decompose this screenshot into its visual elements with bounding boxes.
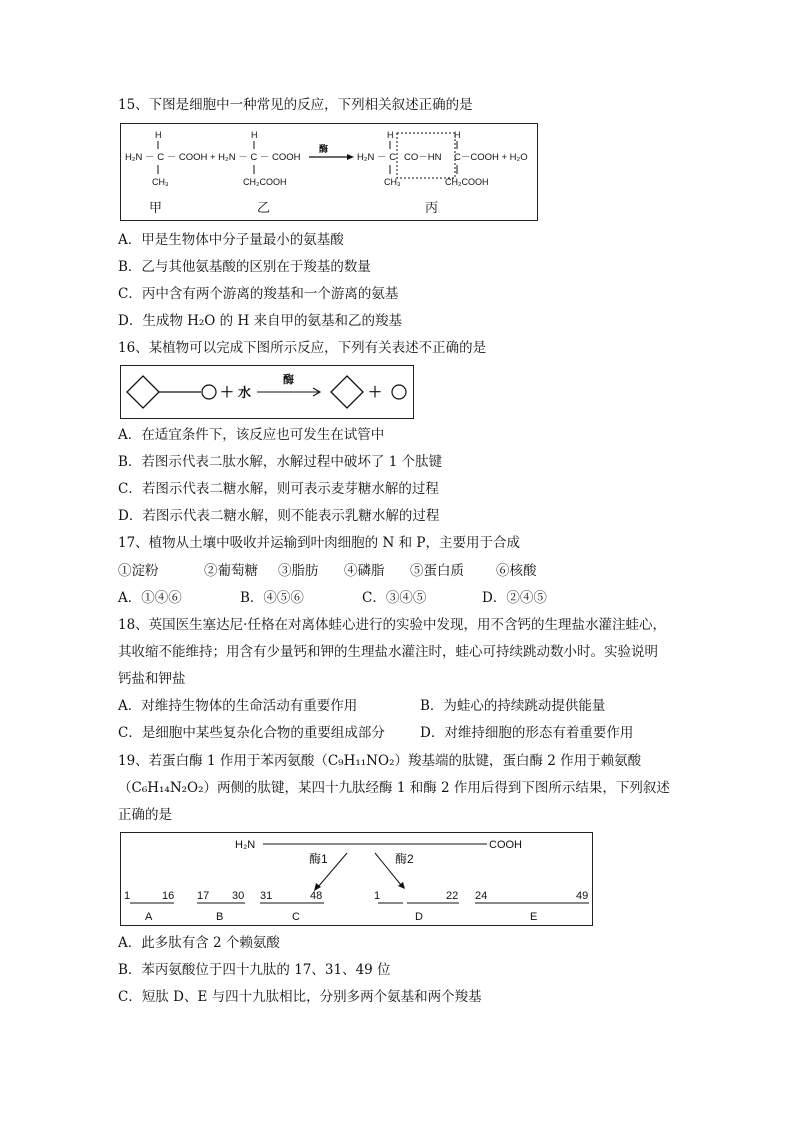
q19-label-a: A: [145, 911, 153, 923]
q18-stem-line-3: 钙盐和钾盐: [118, 671, 186, 687]
q15-enzyme-label: 酶: [319, 144, 329, 154]
q15-option-c: C．丙中含有两个游离的羧基和一个游离的氨基: [118, 286, 399, 302]
q17-item-2: ②葡萄糖: [204, 563, 258, 579]
q15-stem: 15、下图是细胞中一种常见的反应，下列相关叙述正确的是: [118, 97, 473, 113]
q16-water-label: 水: [238, 385, 252, 400]
q16-enzyme-label: 酶: [283, 374, 294, 386]
q18-options-row-1: [118, 696, 678, 716]
q19-label-b: B: [216, 911, 224, 923]
q17-item-3: ③脂肪: [278, 563, 319, 579]
q19-num-1b: 1: [374, 890, 381, 902]
q18-stem-line-1: 18、英国医生塞达尼·任格在对离体蛙心进行的实验中发现，用不含钙的生理盐水灌注蛙心，: [118, 617, 666, 633]
q19-num-48: 48: [310, 890, 323, 902]
q17-option-d: D．②④⑤: [482, 590, 547, 606]
q17-item-1: ①淀粉: [118, 563, 159, 579]
q18-options-row-2: [118, 723, 678, 743]
q15-label-yi: 乙: [257, 200, 271, 215]
q19-enzyme1-label: 酶1: [309, 852, 328, 866]
q19-num-49: 49: [576, 890, 589, 902]
q15-prod-h1: H: [387, 130, 394, 140]
q17-option-a: A．①④⑥: [118, 590, 182, 606]
q15-prod-ch3: CH₃: [384, 177, 401, 187]
q16-plus-2: ＋: [368, 384, 382, 400]
q16-option-d: D．若图示代表二糖水解，则不能表示乳糖水解的过程: [118, 508, 440, 524]
q19-option-b: B．苯丙氨酸位于四十九肽的 17、31、49 位: [118, 962, 391, 978]
q18-option-a: A．对维持生物体的生命活动有重要作用: [118, 698, 358, 714]
q18-stem-line-2: 其收缩不能维持；用含有少量钙和钾的生理盐水灌注时，蛙心可持续跳动数小时。实验说明: [118, 644, 658, 660]
q15-option-a: A．甲是生物体中分子量最小的氨基酸: [118, 232, 344, 248]
q15-r1-ch3: CH₃: [152, 177, 169, 187]
q19-num-1: 1: [124, 890, 131, 902]
q15-label-jia: 甲: [149, 200, 163, 215]
q16-option-c: C．若图示代表二糖水解，则可表示麦芽糖水解的过程: [118, 481, 439, 497]
q19-label-d: D: [415, 911, 423, 923]
q16-diamond-right: [331, 376, 363, 408]
q19-figure: [120, 832, 593, 926]
q16-option-b: B．若图示代表二肽水解，水解过程中破坏了 1 个肽键: [118, 454, 443, 470]
q19-num-16: 16: [162, 890, 175, 902]
q19-stem-line-2: （C₆H₁₄N₂O₂）两侧的肽键，某四十九肽经酶 1 和酶 2 作用后得到下图所示结果，下列叙述: [118, 780, 670, 796]
q16-hydrolysis-diagram: [121, 366, 413, 418]
q19-num-24: 24: [475, 890, 488, 902]
q19-enzyme2-label: 酶2: [395, 852, 414, 866]
q19-c-terminus: COOH: [489, 839, 522, 851]
q18-option-d: D．对维持细胞的形态有着重要作用: [420, 725, 634, 741]
q17-option-c: C．③④⑤: [362, 590, 427, 606]
q15-r1-h: H: [155, 130, 162, 140]
q17-options: [118, 588, 678, 608]
q15-r2-h: H: [251, 130, 258, 140]
q15-prod-ch2cooh: CH₂COOH: [445, 177, 489, 187]
q16-circle-left: [202, 385, 216, 399]
q19-num-17: 17: [197, 890, 210, 902]
q17-stem: 17、植物从土壤中吸收并运输到叶肉细胞的 N 和 P，主要用于合成: [118, 535, 520, 551]
q17-item-4: ④磷脂: [344, 563, 385, 579]
q19-num-30: 30: [232, 890, 245, 902]
q17-option-b: B．④⑤⑥: [240, 590, 304, 606]
q15-reactants-text: H₂N － C － COOH + H₂N － C － COOH: [125, 152, 301, 163]
q16-plus-1: ＋: [220, 384, 234, 400]
q16-circle-right: [392, 385, 406, 399]
q19-option-a: A．此多肽有含 2 个赖氨酸: [118, 935, 280, 951]
q15-prod-left: H₂N － C: [357, 152, 397, 163]
q19-stem-line-3: 正确的是: [118, 807, 172, 823]
q17-item-5: ⑤蛋白质: [410, 563, 464, 579]
q15-option-d: D．生成物 H₂O 的 H 来自甲的氨基和乙的羧基: [118, 313, 403, 329]
q19-peptide-diagram: [121, 833, 592, 925]
q19-stem-line-1: 19、若蛋白酶 1 作用于苯丙氨酸（C₉H₁₁NO₂）羧基端的肽键，蛋白酶 2 作用于赖氨酸: [118, 753, 642, 769]
q16-option-a: A．在适宜条件下，该反应也可发生在试管中: [118, 427, 385, 443]
q16-figure: [120, 365, 414, 419]
q15-figure: [120, 123, 538, 221]
q19-label-e: E: [530, 911, 538, 923]
q16-stem: 16、某植物可以完成下图所示反应，下列有关表述不正确的是: [118, 340, 487, 356]
q19-label-c: C: [292, 911, 300, 923]
q19-num-31: 31: [260, 890, 273, 902]
q15-option-b: B．乙与其他氨基酸的区别在于羧基的数量: [118, 259, 371, 275]
q17-items: [118, 561, 678, 581]
q15-label-bing: 丙: [425, 200, 439, 215]
q19-n-terminus: H₂N: [235, 839, 256, 851]
q15-arrow-head: [347, 154, 354, 160]
q15-reaction-diagram: [121, 124, 537, 220]
q15-prod-mid: CO－HN: [404, 152, 442, 163]
q16-diamond-left: [127, 376, 159, 408]
q15-prod-right: C－COOH + H₂O: [454, 152, 528, 163]
q15-prod-h2: H: [454, 130, 461, 140]
q17-item-6: ⑥核酸: [496, 563, 537, 579]
q15-r2-ch2cooh: CH₂COOH: [243, 177, 287, 187]
q18-option-b: B．为蛙心的持续跳动提供能量: [420, 698, 606, 714]
q19-num-22: 22: [446, 890, 459, 902]
q18-option-c: C．是细胞中某些复杂化合物的重要组成部分: [118, 725, 385, 741]
q19-option-c: C．短肽 D、E 与四十九肽相比，分别多两个氨基和两个羧基: [118, 989, 482, 1005]
